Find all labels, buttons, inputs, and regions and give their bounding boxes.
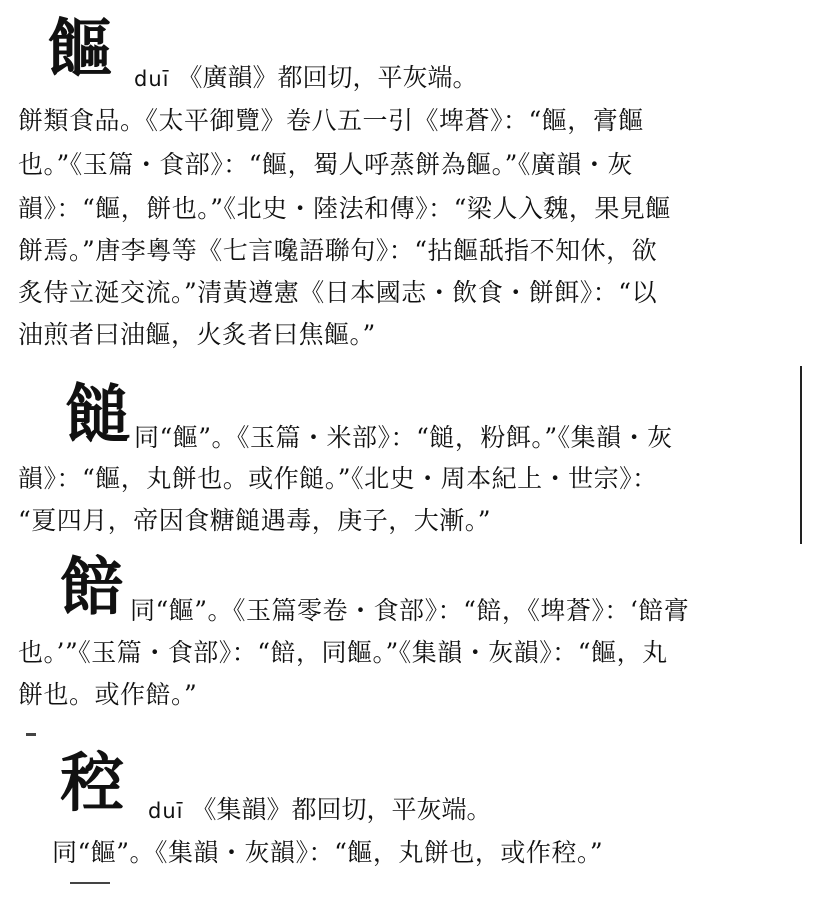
entry-header-line	[148, 790, 491, 826]
entry-header-line	[134, 58, 477, 94]
entry-text-line: 同“饇”。《集韻・灰韻》：“饇，丸餅也，或作䅝。”	[52, 838, 604, 867]
entry-text-line: 韻》：“饇，丸餅也。或作䭔。”《北史・周本紀上・世宗》：	[18, 464, 658, 493]
rhyme-info: 《集韻》都回切，平灰端。	[191, 795, 492, 824]
entry-header-line: 同“饇”。《玉篇零卷・食部》：“餢，《埤蒼》：‘餢膏	[130, 596, 690, 625]
entry-text-line: 也。”《玉篇・食部》：“饇，蜀人呼蒸餅為饇。”《廣韻・灰	[18, 150, 633, 179]
headword: 餢	[60, 550, 122, 625]
entry-text-line: 也。’”《玉篇・食部》：“餢，同饇。”《集韻・灰韻》：“饇，丸	[18, 638, 668, 667]
print-speck	[26, 733, 36, 736]
romanization: duī	[134, 67, 170, 91]
column-rule	[800, 366, 802, 544]
entry-header-line: 同“饇”。《玉篇・米部》：“䭔，粉餌。”《集韻・灰	[134, 423, 673, 452]
entry-text-line: 韻》：“饇，餅也。”《北史・陸法和傳》：“梁人入魏，果見饇	[18, 194, 671, 223]
headword: 䅝	[60, 746, 122, 821]
entry-text-line: 餅也。或作餢。”	[18, 680, 198, 709]
print-speck	[70, 882, 110, 884]
rhyme-info: 《廣韻》都回切，平灰端。	[177, 63, 478, 92]
entry-text-line: 餅類食品。《太平御覽》卷八五一引《埤蒼》：“饇，膏饇	[18, 106, 644, 135]
entry-text-line: 餅焉。”唐李粵等《七言嚵語聯句》：“拈饇舐指不知休，欲	[18, 236, 658, 265]
romanization: duī	[148, 799, 184, 823]
entry-text-line: 油煎者曰油饇，火炙者曰焦饇。”	[18, 320, 376, 349]
headword: 饇	[48, 12, 110, 87]
entry-text-line: “夏四月，帝因食糖䭔遇毒，庚子，大漸。”	[18, 506, 492, 535]
entry-text-line: 炙侍立涎交流。”清黃遵憲《日本國志・飲食・餅餌》：“以	[18, 278, 658, 307]
headword: 䭔	[66, 378, 128, 453]
